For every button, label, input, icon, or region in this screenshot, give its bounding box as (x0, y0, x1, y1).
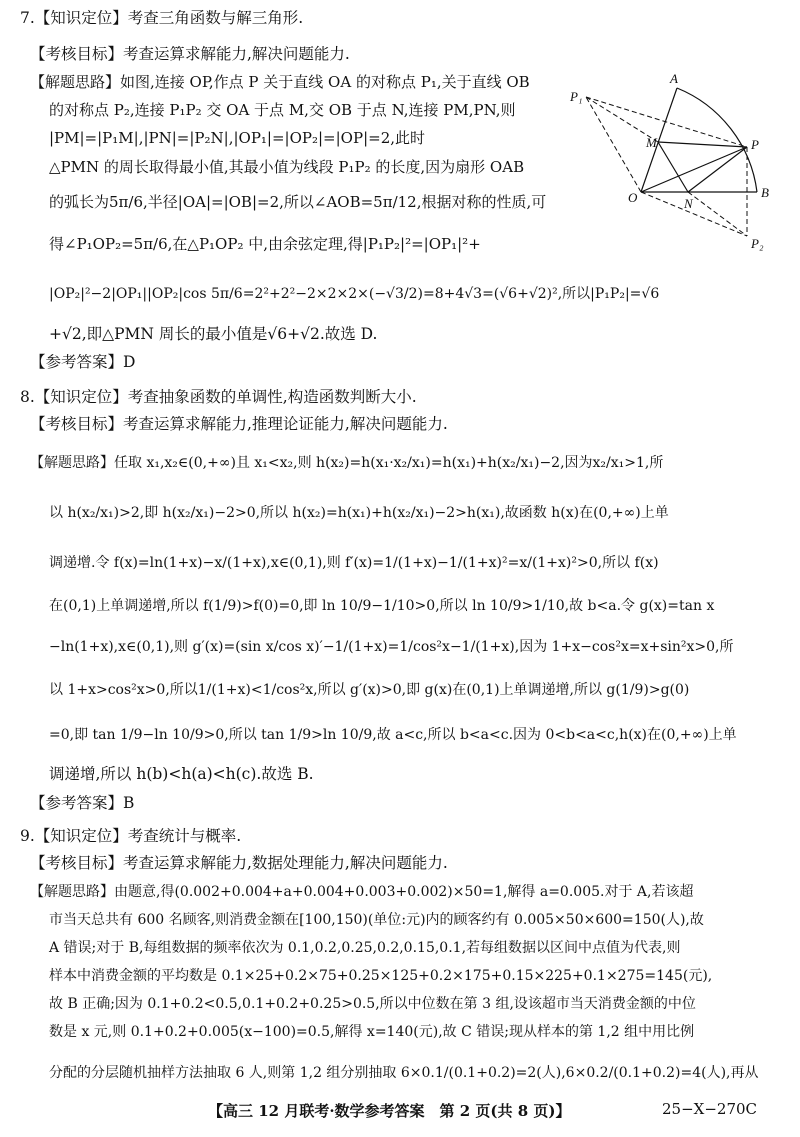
label-O: O (628, 190, 638, 205)
segment-PN (688, 147, 747, 192)
q8-line-2: 【考核目标】考查运算求解能力,推理论证能力,解决问题能力. (30, 415, 448, 433)
q7-answer: 【参考答案】D (30, 353, 136, 371)
q7-line-7: 的弧长为5π/6,半径|OA|=|OB|=2,所以∠AOB=5π/12,根据对称的性质,可 (49, 193, 547, 211)
q7-line-10: +√2,即△PMN 周长的最小值是√6+√2.故选 D. (49, 325, 378, 343)
q7-line-9: |OP₂|²−2|OP₁||OP₂|cos 5π/6=2²+2²−2×2×2×(−√3/2)=8+4√3=(√6+√2)²,所以|P₁P₂|=√6 (49, 286, 660, 302)
label-A: A (670, 71, 678, 86)
q9-line-8: 数是 x 元,则 0.1+0.2+0.005(x−100)=0.5,解得 x=140(元),故 C 错误;现从样本的第 1,2 组中用比例 (49, 1024, 695, 1040)
q8-line-5: 调递增.令 f(x)=ln(1+x)−x/(1+x),x∈(0,1),则 f′(x)=1/(1+x)−1/(1+x)²=x/(1+x)²>0,所以 f(x) (49, 555, 659, 571)
q7-line-8: 得∠P₁OP₂=5π/6,在△P₁OP₂ 中,由余弦定理,得|P₁P₂|²=|OP₁|²+ (49, 235, 481, 253)
q8-line-6: 在(0,1)上单调递增,所以 f(1/9)>f(0)=0,即 ln 10/9−1/10>0,所以 ln 10/9>1/10,故 b<a.令 g(x)=tan x (49, 598, 715, 614)
segment-OP (641, 147, 747, 192)
q9-line-7: 故 B 正确;因为 0.1+0.2<0.5,0.1+0.2+0.25>0.5,所以中位数在第 3 组,设该超市当天消费金额的中位 (49, 996, 696, 1012)
q8-line-10: 调递增,所以 h(b)<h(a)<h(c).故选 B. (49, 765, 314, 783)
q9-line-5: A 错误;对于 B,每组数据的频率依次为 0.1,0.2,0.25,0.2,0.15,0.1,若每组数据以区间中点值为代表,则 (49, 940, 681, 956)
q7-line-1: 7.【知识定位】考查三角函数与解三角形. (20, 9, 304, 27)
q8-line-9: =0,即 tan 1/9−ln 10/9>0,所以 tan 1/9>ln 10/9,故 a<c,所以 b<a<c.因为 0<b<a<c,h(x)在(0,+∞)上单 (49, 727, 737, 743)
label-N: N (684, 196, 693, 211)
q9-line-9: 分配的分层随机抽样方法抽取 6 人,则第 1,2 组分别抽取 6×0.1/(0.1+0.2)=2(人),6×0.2/(0.1+0.2)=4(人),再从 (49, 1065, 759, 1081)
q7-line-4: 的对称点 P₂,连接 P₁P₂ 交 OA 于点 M,交 OB 于点 N,连接 PM,PN,则 (49, 101, 516, 119)
q7-line-6: △PMN 的周长取得最小值,其最小值为线段 P₁P₂ 的长度,因为扇形 OAB (49, 158, 525, 176)
segment-NP2 (688, 192, 747, 236)
q9-line-4: 市当天总共有 600 名顾客,则消费金额在[100,150)(单位:元)内的顾客约有 0.005×50×600=150(人),故 (49, 912, 704, 928)
footer-exam-code: 25−X−270C (662, 1100, 758, 1118)
label-B: B (761, 185, 769, 200)
q7-line-2: 【考核目标】考查运算求解能力,解决问题能力. (30, 45, 350, 63)
q9-line-6: 样本中消费金额的平均数是 0.1×25+0.2×75+0.25×125+0.2×175+0.15×225+0.1×275=145(元), (49, 968, 713, 984)
arc-AB (677, 88, 757, 192)
q9-line-3: 【解题思路】由题意,得(0.002+0.004+a+0.004+0.003+0.002)×50=1,解得 a=0.005.对于 A,若该超 (30, 884, 694, 900)
label-M: M (646, 135, 657, 150)
sector-diagram (566, 70, 786, 270)
label-P: P (751, 137, 759, 152)
q8-line-8: 以 1+x>cos²x>0,所以1/(1+x)<1/cos²x,所以 g′(x)>0,即 g(x)在(0,1)上单调递增,所以 g(1/9)>g(0) (49, 682, 690, 698)
q8-line-3: 【解题思路】任取 x₁,x₂∈(0,+∞)且 x₁<x₂,则 h(x₂)=h(x₁·x₂/x₁)=h(x₁)+h(x₂/x₁)−2,因为x₂/x₁>1,所 (30, 455, 664, 471)
q7-line-3: 【解题思路】如图,连接 OP,作点 P 关于直线 OA 的对称点 P₁,关于直线 OB (30, 73, 530, 91)
label-P2: P₂ (751, 236, 764, 251)
label-P1: P₁ (570, 89, 583, 104)
segment-MN (658, 142, 688, 192)
q9-line-1: 9.【知识定位】考查统计与概率. (20, 827, 242, 845)
q8-line-1: 8.【知识定位】考查抽象函数的单调性,构造函数判断大小. (20, 388, 417, 406)
q8-line-4: 以 h(x₂/x₁)>2,即 h(x₂/x₁)−2>0,所以 h(x₂)=h(x₁)+h(x₂/x₁)−2>h(x₁),故函数 h(x)在(0,+∞)上单 (49, 505, 669, 521)
q7-line-5: |PM|=|P₁M|,|PN|=|P₂N|,|OP₁|=|OP₂|=|OP|=2,此时 (49, 129, 426, 147)
footer-page-info: 【高三 12 月联考·数学参考答案 第 2 页(共 8 页)】 (208, 1102, 571, 1120)
q8-answer: 【参考答案】B (30, 794, 135, 812)
segment-OP2 (641, 192, 747, 236)
q9-line-2: 【考核目标】考查运算求解能力,数据处理能力,解决问题能力. (30, 854, 448, 872)
q8-line-7: −ln(1+x),x∈(0,1),则 g′(x)=(sin x/cos x)′−1/(1+x)=1/cos²x−1/(1+x),因为 1+x−cos²x=x+sin²x>0,所 (49, 639, 734, 655)
